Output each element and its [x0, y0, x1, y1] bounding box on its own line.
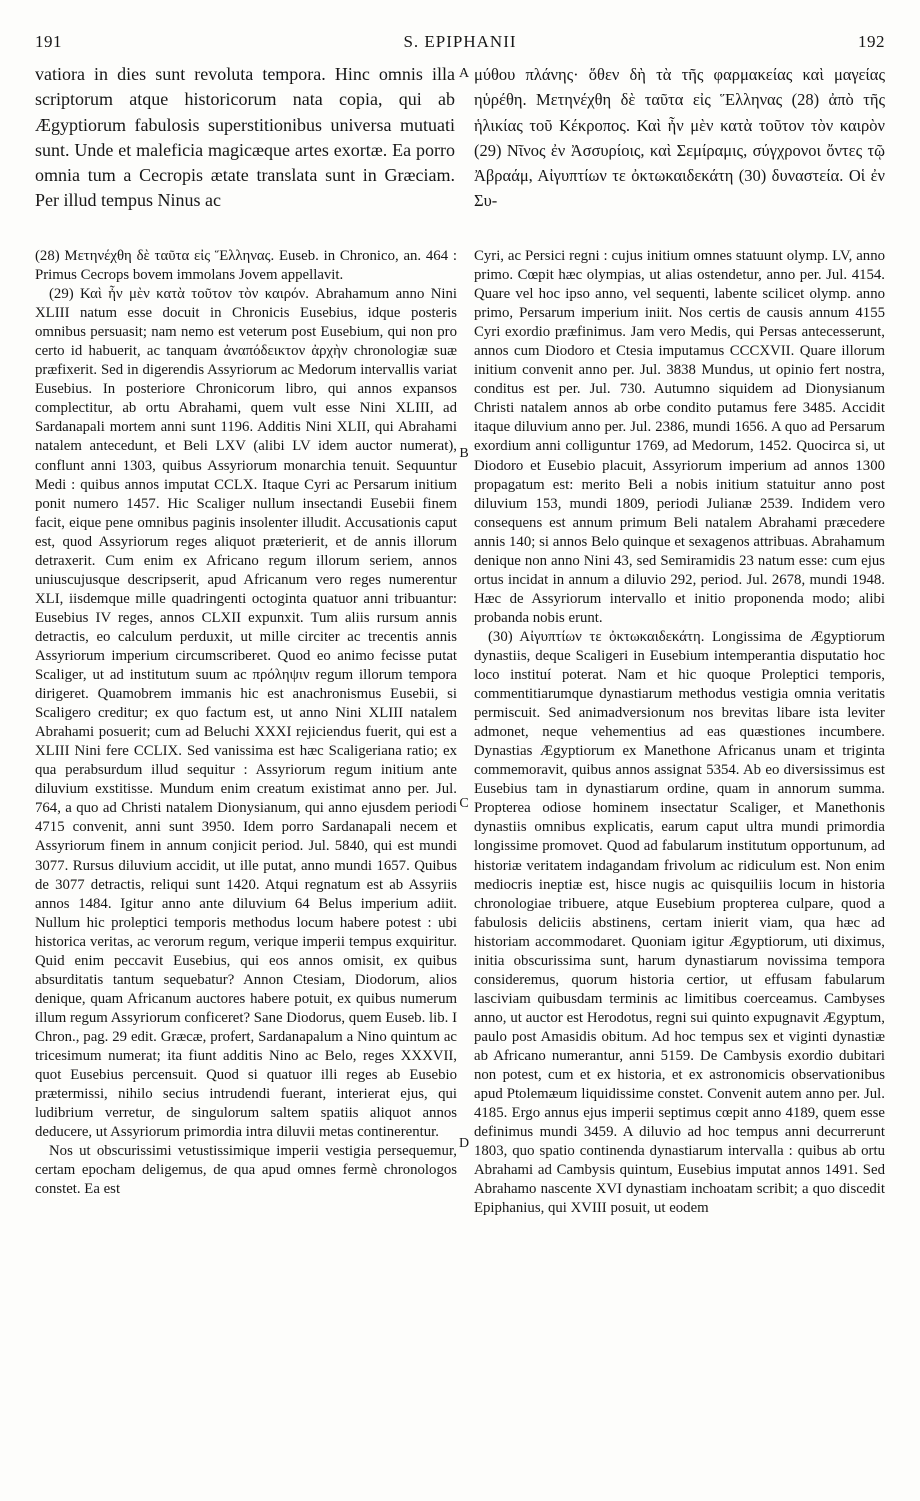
note-29: (29) Καὶ ἦν μὲν κατὰ τοῦτον τὸν καιρόν. Abrahamum anno Nini XLIII natum esse docuit in Chronicis Eusebius, idque posteris omnibus persuasit; nam nemo est veterum post Eusebium, qui non pro certo id habuerit, ac tanquam ἀναπόδεικτον ἀρχὴν chronologiæ suæ præfixerit. Sed in digerendis Assyriorum ac Medorum intervallis variat Eusebius. In posteriore Chronicorum libro, qui annos expansos complectitur, ab ortu Abrahami, quem vult esse Nini XLIII, ad Sardanapali mortem anni sunt 1196. Additis Nini XLII, qui Abrahami natalem antecedunt, et Beli LXV (alibi LV idem auctor numerat), conflunt anni 1303, quibus Assyriorum monarchia tenuit. Sequuntur Medi : quibus annos imputat CCLX. Itaque Cyri ac Persarum initium ponit numero 1457. Hic Scaliger nullum insectandi Eusebii finem facit, eique pene omnibus paginis insolenter illudit. Accusationis caput est, quod Assyriorum reges aliquot præterierit, et de annis illorum detraxerit. Cum enim ex Africano regum illorum seriem, annos uniuscujusque descripserit, apud Africanum vero reges numerentur XLI, iisdemque mille quadringenti octoginta quatuor anni tribuantur: Eusebius IV reges, annos CLXII expunxit. Tum aliis rursum annis detractis, eo calculum perduxit, ut mille circiter ac trecentis annis Assyriorum imperium circumscriberet. Quod eo animo fecisse putat Scaliger, ut ad institutum suum ac πρόληψιν regum illorum tempora dirigeret. Quamobrem immanis hic est anachronismus Eusebii, si Scaligero creditur; ex quo factum est, ut anno Nini XLIII natalem Abrahami posuerit; cum ad Beluchi XXXI rejiciendus fuerit, qui est a XLIII Nini fere CCLIX. Sed vanissima est hæc Scaligeriana ratio; ex qua perabsurdum illud sequitur : Assyriorum regum initium ante diluvium exstitisse. Mundum enim creatum existimat anno per. Jul. 764, a quo ad Christi natalem Dionysianum, qui anno ejusdem periodi 4715 convenit, anni sunt 3950. Idem porro Sardanapali necem et Assyriorum finem in annum conjicit period. Jul. 5840, qui est mundi 3077. Rursus diluvium accidit, ut ille putat, anno mundi 1657. Quibus de 3077 detractis, reliqui sunt 1420. Atqui regnatum est ab Assyriis annos 1484. Igitur anno ante diluvium 64 Belus imperium adiit. Nullum hic proleptici temporis methodus locum habere potest : ubi historica veritas, ac verorum regum, verique imperii tempus exquiritur. Quid enim peccavit Eusebius, qui eos annos omisit, ex quibus absurditatis tantum sequebatur? Annon Ctesiam, Diodorum, alios denique, quam Africanum auctores habere potuit, ex quibus numerum illum regum Assyriorum conficeret? Sane Diodorus, quem Euseb. lib. I Chron., pag. 29 edit. Græcæ, profert, Sardanapalum a Nino quintum ac tricesimum numerat; ita fiunt additis Nino ac Belo, reges XXXVII, quot Eusebius percensuit. Quod si quatuor illi reges ab Eusebio prætermissi, nihilo secius intrudendi fuerant, interierat ejus, qui ludibrium verretur, de singulorum saltem spatiis aliquot annos deducere, ut Assyriorum primordia intra diluvii metas continerentur. — [35, 286, 457, 1141]
note-30: (30) Αἰγυπτίων τε ὀκτωκαιδεκάτη. Longissima de Ægyptiorum dynastiis, deque Scaligeri in Eusebium intemperantia disputatio hoc loco instituí poterat. Nam et hic quoque Proleptici temporis, commentitiarumque dynastiarum methodus vestigia omnia veritatis permiscuit. Sed animadversionum nos brevitas libare ista leviter admonet, neque vehementius ad eas quæstiones incumbere. Dynastias Ægyptiorum ex Manethone Africanus unam et triginta commemoravit, quibus annos assignat 5354. Ab eo diversissimus est Eusebius tam in dynastiarum ordine, quam in annorum summa. Propterea odiose hominem insectatur Scaliger, et Manethonis dynastiis omnibus explicatis, earum caput ultra mundi primordia longissime promovet. Quod ad fabularum institutum opportunum, ad historiæ veritatem indagandam frivolum ac ridiculum est. Non enim mediocris ineptiæ est, hisce nugis ac quisquiliis locum in historia chronologiae tribuere, atque Eusebium propterea culpare, quod a fabulosis deliciis abstinens, certam inierit viam, qua hæc ad historiam accommodaret. Quoniam igitur Ægyptiorum, uti diximus, initia obscurissima sunt, harum dynastiarum novissima tempora consideremus, quorum historia certior, ut effusam fabularum lasciviam quibusdam terminis ac limitibus coerceamus. Cambyses anno, ut auctor est Herodotus, regni sui quinto expugnavit Ægyptum, paulo post Amasidis obitum. Ad hoc tempus sex et viginti dynastiæ ab Africano numerantur, anni 5159. De Cambysis exordio dubitari non potest, cum et ex historia, et ex astronomicis observationibus apud Ptolemæum liquidissime constet. Convenit autem anno per. Jul. 4185. Ergo annus ejus imperii septimus cœpit anno 4189, quem esse definimus mundi 3459. A diluvio ad hoc tempus anni decurrerunt 1803, quo spatio continenda dynastiarum intervalla : quibus ab ortu Abrahami ad Cambysis quintum, Eusebius imputat annos 1491. Sed Abrahamo nascente XVI dynastiam inchoatam scribit; a quo discedit Epiphanius, qui XVIII posuit, ut eodem — [474, 628, 885, 1217]
margin-marker-c: C — [459, 796, 469, 811]
page-header — [35, 32, 885, 54]
notes-column-right — [474, 247, 885, 1218]
note-29-continued: Nos ut obscurissimi vetustissimique imperii vestigia persequemur, certam epocham deligemus, de qua apud omnes fermè chronologos constet. Ea est — [35, 1143, 457, 1198]
margin-marker-d: D — [458, 1136, 470, 1151]
main-text-latin — [35, 62, 455, 214]
main-text-greek — [474, 62, 885, 214]
running-title: S. EPIPHANII — [403, 32, 517, 51]
notes-column-left — [35, 247, 457, 1199]
note-28: (28) Μετηνέχθη δὲ ταῦτα εἰς Ἕλληνας. Euseb. in Chronico, an. 464 : Primus Cecrops bovem immolans Jovem appellavit. — [35, 248, 457, 284]
margin-marker-b: B — [459, 446, 469, 461]
note-29-conclusion: Cyri, ac Persici regni : cujus initium omnes statuunt olymp. LV, anno primo. Cœpit hæc olympias, ut alias ostendetur, anno per. Jul. 4154. Quare vel hoc ipso anno, vel sequenti, labente scilicet olymp. anno primo, Persarum imperium iniit. Nos certis de causis annum 4155 Cyri exordio præfinimus. Jam vero Medis, qui Persas antecesserunt, annos cum Diodoro et Ctesia imputamus CCCXVII. Quare illorum initium convenit anno per. Jul. 3838 Mundus, ut opinio fert nostra, conditus est per. Jul. 730. Autumno siquidem ad Dionysianum Christi natalem annos ab orbe condito putamus fere 3485. Accidit itaque diluvium anno per. Jul. 2386, mundi 1656. A quo ad Persarum exordium anni colliguntur 1769, ad Medorum, 1452. Quocirca si, ut Diodoro et Eusebio placuit, Assyriorum imperium ad annos 1300 propagatum est: merito Beli a nobis initium statuitur anno post diluvium 153, mundi 1809, periodi Julianæ 2539. Indidem vero consequens est annum primum Beli natalem Abrahami præcedere annis 140; si annos Belo quinque et sexagenos attribuas. Abrahamum denique non anno Nini 43, sed Semiramidis 23 natum esse: cum ejus ortus incidat in annum a diluvio 292, period. Jul. 2678, mundi 1948. Hæc de Assyriorum intervallo et initio proponenda modo; alibi probanda nobis erunt. — [474, 248, 885, 626]
page-number-left: 191 — [35, 32, 62, 51]
page-number-right: 192 — [858, 32, 885, 51]
latin-paragraph: vatiora in dies sunt revoluta tempora. Hinc omnis illa scriptorum atque historicorum nata copia, qui ab Ægyptiorum fabulosis superstitionibus universa mutuati sunt. Unde et maleficia magicæque artes exortæ. Ea porro omnia tum a Cecropis ætate translata sunt in Græciam. Per illud tempus Ninus ac — [35, 64, 455, 211]
margin-marker-a: A — [458, 66, 470, 81]
greek-paragraph: μύθου πλάνης· ὅθεν δὴ τὰ τῆς φαρμακείας καὶ μαγείας ηὑρέθη. Μετηνέχθη δὲ ταῦτα εἰς Ἕλληνας (28) ἀπὸ τῆς ἡλικίας τοῦ Κέκροπος. Καὶ ἦν μὲν κατὰ τοῦτον τὸν καιρὸν (29) Νῖνος ἐν Ἀσσυρίοις, καὶ Σεμίραμις, σύγχρονοι ὄντες τῷ Ἀβραάμ, Αἰγυπτίων τε ὀκτωκαιδεκάτη (30) δυναστεία. Οἱ ἐν Συ- — [474, 65, 885, 211]
